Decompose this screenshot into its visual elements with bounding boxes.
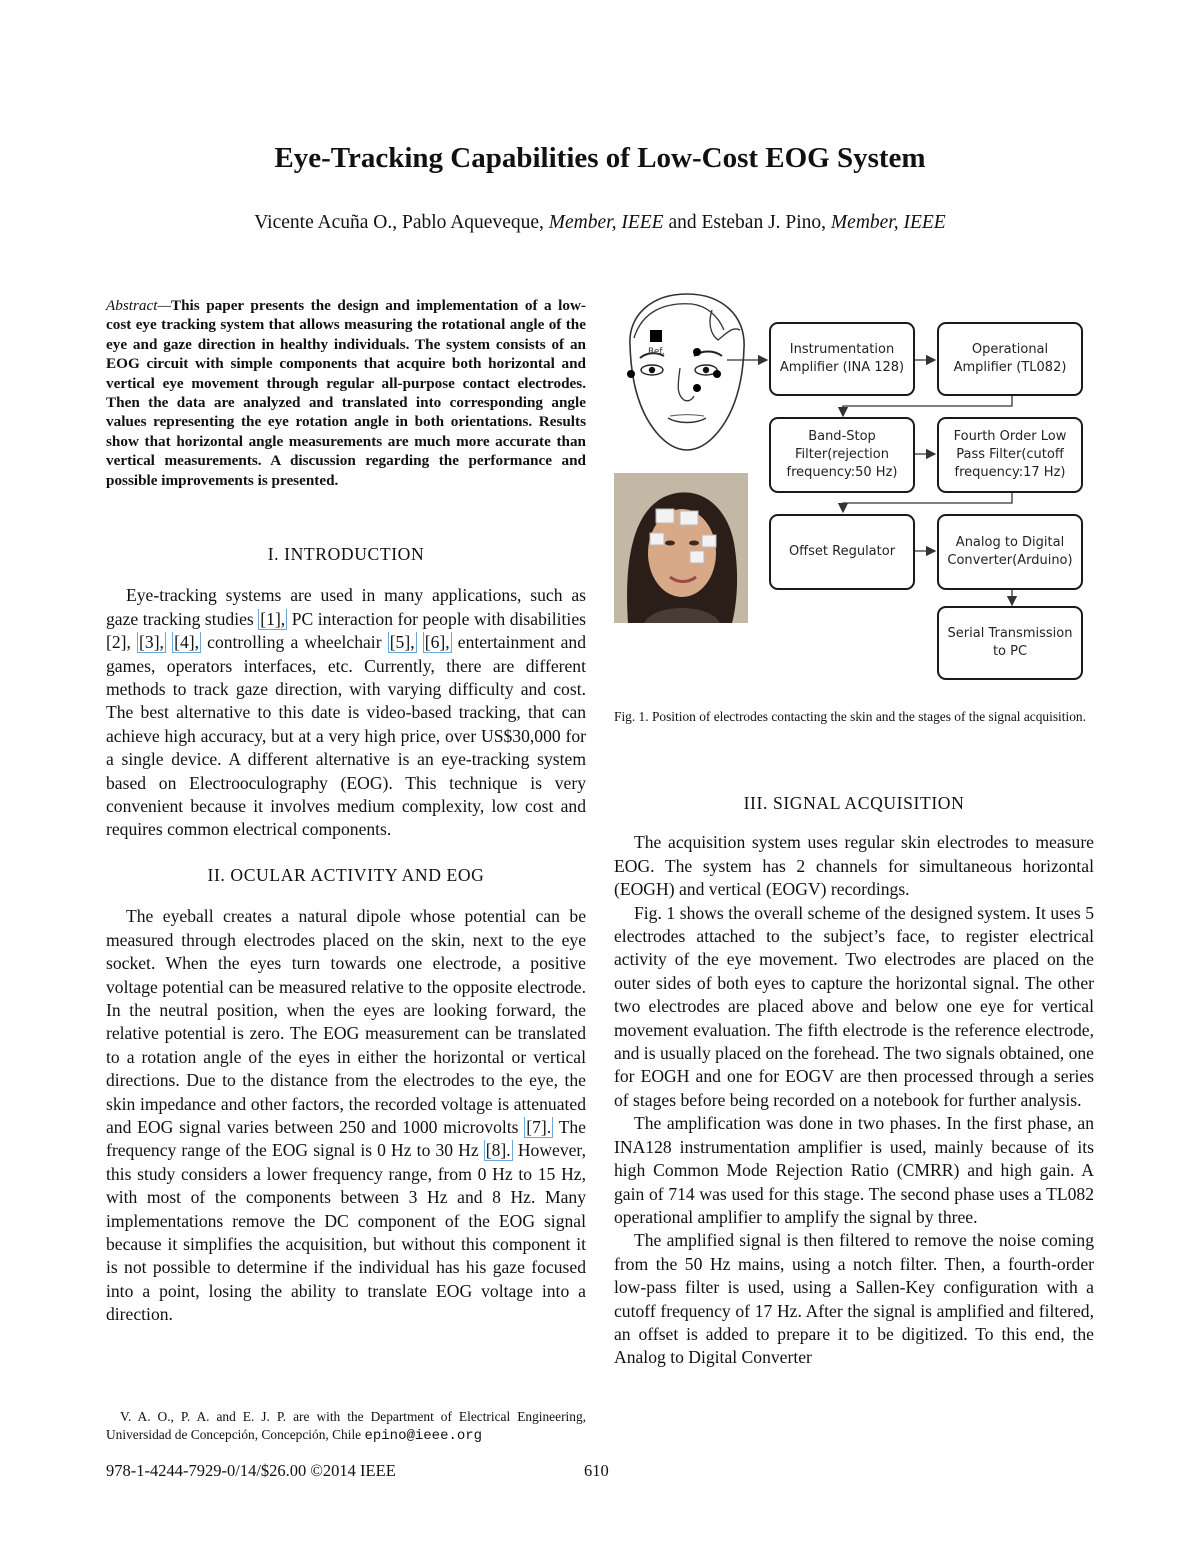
intro-text-4: entertainment and games, operators interfaces, etc. Currently, there are different methods to track gaze direction, with varying difficulty and cost. The best alternative to this date is video-based tracking, that can achieve high accuracy, but at a very high price, over US$30,000 for a single device. A different alternative is an eye-tracking system based on Electrooculography (EOG). This technique is very convenient because it involves medium complexity, low cost and requires common electrical components. bbox=[106, 632, 587, 840]
abstract-lead: Abstract— bbox=[106, 297, 171, 314]
abstract bbox=[106, 296, 586, 490]
citation-4[interactable]: [4], bbox=[174, 632, 200, 653]
abstract-text: This paper presents the design and implementation of a low-cost eye tracking system that allows measuring the rotational angle of the eye and gaze direction in healthy individuals. The system consists of an EOG circuit with simple components that acquire both horizontal and vertical eye movement through regular all-purpose contact electrodes. Then the data are analyzed and translated into corresponding angle values representing the eye rotation angle in both orientations. Results show that horizontal angle measurements are much more accurate than vertical measurements. A discussion regarding the performance and possible improvements is presented. bbox=[106, 297, 586, 489]
citation-1[interactable]: [1], bbox=[260, 608, 286, 629]
signal-paragraph-1: The acquisition system uses regular skin electrodes to measure EOG. The system has 2 channels for simultaneous horizontal (EOGH) and vertical (EOGV) recordings. bbox=[614, 832, 1094, 900]
signal-paragraph-3: The amplification was done in two phases. In the first phase, an INA128 instrumentation amplifier is used, mainly because of its high Common Mode Rejection Ratio (CMRR) and high gain. A gain of 714 was used for this stage. The second phase uses a TL082 operational amplifier to amplify the signal by three. bbox=[614, 1113, 1094, 1227]
footnote bbox=[106, 1408, 586, 1445]
ocular-text-3: However, this study considers a lower frequency range, from 0 Hz to 15 Hz, with most of the components between 3 Hz and 8 Hz. Many implementations remove the DC component of the EOG signal because it simplifies the acquisition, but without this component it is not possible to determine if the individual has his gaze focused into a point, losing the ability to translate EOG voltage into a direction. bbox=[106, 1140, 586, 1325]
footer-isbn: 978-1-4244-7929-0/14/$26.00 ©2014 IEEE bbox=[106, 1461, 396, 1480]
author-role-1: Member, IEEE bbox=[548, 212, 664, 233]
signal-paragraph-4: The amplified signal is then filtered to remove the noise coming from the 50 Hz mains, using a notch filter. Then, a fourth-order low-pass filter is used, using a Sallen-Key configuration with a cutoff frequency of 17 Hz. After the signal is amplified and filtered, an offset is added to prepare it to be digitized. To this end, the Analog to Digital Converter bbox=[614, 1230, 1094, 1368]
paper-title: Eye-Tracking Capabilities of Low-Cost EOG System bbox=[274, 142, 926, 174]
block-instrumentation-amplifier: Instrumentation Amplifier (INA 128) bbox=[769, 322, 915, 396]
section-heading-signal: III. SIGNAL ACQUISITION bbox=[743, 793, 965, 813]
intro-text-1: Eye-tracking systems are used in many applications, such as gaze tracking studies bbox=[106, 585, 586, 629]
intro-text-2: PC interaction for people with disabilities [2], bbox=[106, 608, 586, 653]
intro-text-3: controlling a wheelchair bbox=[207, 632, 382, 653]
citation-6[interactable]: [6], bbox=[424, 632, 450, 653]
block-serial-transmission: Serial Transmission to PC bbox=[937, 606, 1083, 680]
right-column bbox=[614, 792, 1094, 1370]
intro-paragraph bbox=[106, 584, 586, 841]
block-operational-amplifier: Operational Amplifier (TL082) bbox=[937, 322, 1083, 396]
citation-3[interactable]: [3], bbox=[139, 632, 164, 653]
section-heading-ocular: II. OCULAR ACTIVITY AND EOG bbox=[207, 864, 485, 885]
footnote-email[interactable]: epino@ieee.org bbox=[364, 1428, 483, 1444]
citation-5[interactable]: [5], bbox=[389, 632, 415, 653]
ocular-paragraph bbox=[106, 905, 586, 1326]
block-adc: Analog to Digital Converter(Arduino) bbox=[937, 514, 1083, 590]
author-line bbox=[0, 212, 1200, 234]
reference-electrode-label: Ref. bbox=[648, 347, 665, 357]
citation-7[interactable]: [7]. bbox=[526, 1116, 552, 1137]
section-heading-intro: I. INTRODUCTION bbox=[267, 544, 425, 564]
block-low-pass-filter: Fourth Order Low Pass Filter(cutoff frequency:17 Hz) bbox=[937, 417, 1083, 493]
figure-1 bbox=[612, 290, 1102, 690]
block-offset-regulator: Offset Regulator bbox=[769, 514, 915, 590]
citation-8[interactable]: [8]. bbox=[485, 1140, 511, 1161]
left-column bbox=[106, 543, 586, 1327]
author-role-2: Member, IEEE bbox=[830, 212, 946, 233]
authors-part-2: and Esteban J. Pino, bbox=[668, 212, 827, 233]
authors-part-1: Vicente Acuña O., Pablo Aqueveque, bbox=[254, 212, 544, 233]
footnote-text: V. A. O., P. A. and E. J. P. are with the Department of Electrical Engineering, Universidad de Concepción, Concepción, Chile bbox=[106, 1409, 586, 1442]
block-band-stop-filter: Band-Stop Filter(rejection frequency:50 Hz) bbox=[769, 417, 915, 493]
signal-paragraph-2: Fig. 1 shows the overall scheme of the designed system. It uses 5 electrodes attached to the subject’s face, to register electrical activity of the eye movement. Two electrodes are placed on the outer sides of both eyes to capture the horizontal signal. The other two electrodes are placed above and below one eye for vertical movement evaluation. The fifth electrode is the reference electrode, and is usually placed on the forehead. The two signals obtained, one for EOGH and one for EOGV are then processed through a series of stages before being recorded on a notebook for further analysis. bbox=[614, 902, 1094, 1110]
ocular-text-1: The eyeball creates a natural dipole whose potential can be measured through electrodes placed on the skin, next to the eye socket. When the eyes turn towards one electrode, a positive voltage potential can be measured relative to the opposite electrode. In the neutral position, when the eyes are looking forward, the relative potential is zero. The EOG measurement can be translated to a rotation angle of the eyes in either the horizontal or vertical directions. Due to the distance from the electrodes to the eye, the skin impedance and other factors, the recorded voltage is attenuated and EOG signal varies between 250 and 1000 microvolts bbox=[106, 906, 586, 1137]
ocular-text-2: The frequency range of the EOG signal is 0 Hz to 30 Hz bbox=[106, 1116, 586, 1161]
figure-caption: Fig. 1. Position of electrodes contacting the skin and the stages of the signal acquisition. bbox=[614, 709, 1086, 724]
page-number: 610 bbox=[584, 1461, 609, 1480]
